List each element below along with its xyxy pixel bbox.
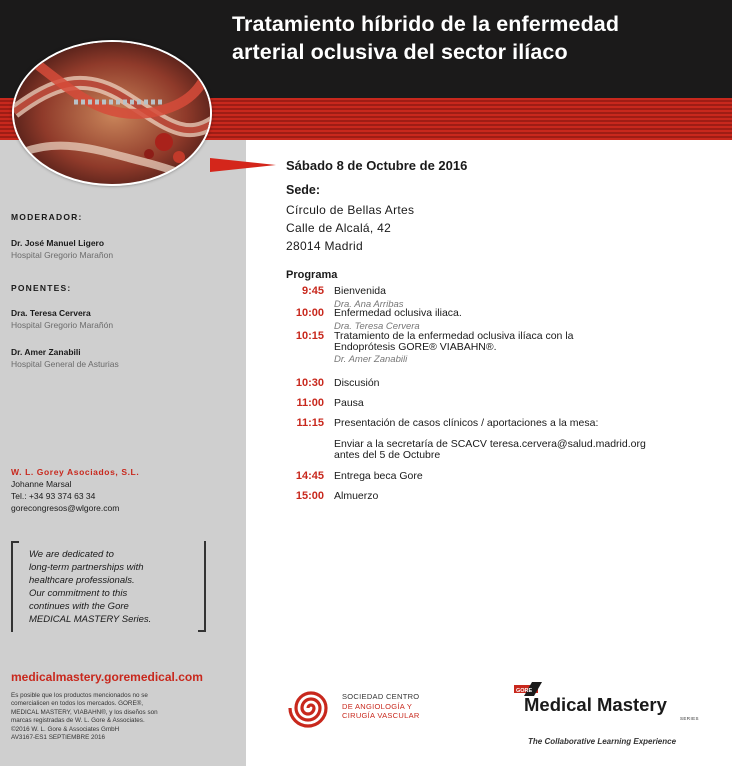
legal-line: marcas registradas de W. L. Gore & Associates. — [11, 717, 145, 725]
agenda-title-cont: Endoprótesis GORE® VIABAHN®. — [334, 341, 497, 353]
society-line: SOCIEDAD CENTRO — [342, 692, 420, 701]
agenda-speaker: Dr. Amer Zanabili — [334, 354, 408, 365]
agenda-time: 15:00 — [295, 490, 324, 502]
agenda-speaker: Dra. Ana Arribas — [334, 299, 404, 310]
venue-line: 28014 Madrid — [286, 239, 363, 253]
artery-illustration — [12, 40, 212, 186]
agenda-time: 11:00 — [296, 397, 324, 409]
event-date: Sábado 8 de Octubre de 2016 — [286, 158, 468, 173]
red-pointer-arrow — [210, 158, 276, 172]
agenda-title: Presentación de casos clínicos / aportaciones a la mesa: — [334, 417, 599, 429]
legal-line: MEDICAL MASTERY, VIABAHN®, y los diseños son — [11, 708, 158, 716]
artery-illustration-svg — [14, 42, 212, 186]
society-logo — [286, 685, 456, 735]
society-line: CIRUGÍA VASCULAR — [342, 711, 420, 720]
agenda-time: 10:00 — [295, 307, 324, 319]
agenda-time: 11:15 — [296, 417, 324, 429]
moderador-entry — [11, 237, 113, 261]
venue-line: Calle de Alcalá, 42 — [286, 221, 392, 235]
agenda-title: Tratamiento de la enfermedad oclusiva ilíaca con la — [334, 330, 574, 342]
society-line: DE ANGIOLOGÍA Y — [342, 701, 413, 711]
moderador-heading: MODERADOR: — [11, 212, 83, 222]
agenda-title: Discusión — [334, 377, 380, 389]
ponente-entry — [11, 346, 119, 370]
agenda-title: Almuerzo — [334, 490, 379, 502]
legal-notice — [11, 692, 241, 742]
ponente-entry — [11, 307, 113, 331]
agenda-title-cont: antes del 5 de Octubre — [334, 449, 441, 461]
quote-line: Our commitment to this — [29, 588, 128, 599]
company-name: W. L. Gorey Asociados, S.L. — [11, 467, 140, 477]
legal-line: Es posible que los productos mencionados no se — [11, 692, 148, 699]
gore-mark-text: GORE — [516, 688, 533, 694]
quote-line: continues with the Gore — [29, 601, 129, 612]
quote-line: long-term partnerships with — [29, 562, 144, 573]
legal-line: comercialicen en todos los mercados. GORE®, — [11, 700, 144, 708]
agenda-time: 14:45 — [295, 470, 324, 482]
moderador-name: Dr. José Manuel Ligero — [11, 238, 105, 248]
ponente-name: Dra. Teresa Cervera — [11, 308, 91, 318]
ponente-hospital: Hospital General de Asturias — [11, 359, 119, 369]
moderador-hospital: Hospital Gregorio Marañon — [11, 250, 114, 260]
agenda-title: Enfermedad oclusiva iliaca. — [334, 307, 462, 319]
agenda-title: Bienvenida — [334, 285, 386, 297]
contact-phone: Tel.: +34 93 374 63 34 — [11, 491, 96, 501]
contact-name: Johanne Marsal — [11, 479, 72, 489]
mm-title: Medical Mastery — [524, 694, 667, 715]
legal-line: AV3167-ES1 SEPTIEMBRE 2016 — [11, 734, 106, 742]
agenda-title: Enviar a la secretaría de SCACV teresa.cervera@salud.madrid.org — [334, 438, 646, 450]
quote-line: healthcare professionals. — [29, 575, 135, 586]
agenda-title: Entrega beca Gore — [334, 470, 423, 482]
contact-email[interactable]: gorecongresos@wlgore.com — [11, 503, 120, 513]
title-line-2: arterial oclusiva del sector ilíaco — [232, 40, 568, 64]
quote-line: MEDICAL MASTERY Series. — [29, 614, 152, 625]
venue-line: Círculo de Bellas Artes — [286, 203, 415, 217]
agenda-time: 10:30 — [295, 377, 324, 389]
legal-line: ©2016 W. L. Gore & Associates GmbH — [11, 725, 120, 733]
commitment-quote — [11, 541, 206, 632]
mm-tagline: The Collaborative Learning Experience — [528, 737, 677, 746]
agenda-speaker: Dra. Teresa Cervera — [334, 321, 420, 332]
spiral-icon — [286, 685, 336, 731]
page-title — [232, 10, 727, 66]
venue-address — [286, 201, 414, 255]
title-line-1: Tratamiento híbrido de la enfermedad — [232, 12, 620, 36]
agenda-time: 10:15 — [295, 330, 324, 342]
mm-series: SERIES — [680, 716, 699, 721]
ponente-hospital: Hospital Gregorio Marañón — [11, 320, 114, 330]
society-name — [342, 692, 420, 721]
ponente-name: Dr. Amer Zanabili — [11, 347, 81, 357]
agenda-time: 9:45 — [301, 285, 324, 297]
medical-mastery-logo — [512, 682, 722, 752]
sede-label: Sede: — [286, 183, 321, 197]
website-link[interactable]: medicalmastery.goremedical.com — [11, 670, 203, 684]
ponentes-heading: PONENTES: — [11, 283, 72, 293]
ponentes-section — [11, 282, 71, 294]
programa-label: Programa — [286, 269, 338, 281]
company-contact — [11, 466, 139, 514]
quote-line: We are dedicated to — [29, 549, 114, 560]
agenda-title: Pausa — [334, 397, 364, 409]
moderador-section — [11, 211, 83, 223]
